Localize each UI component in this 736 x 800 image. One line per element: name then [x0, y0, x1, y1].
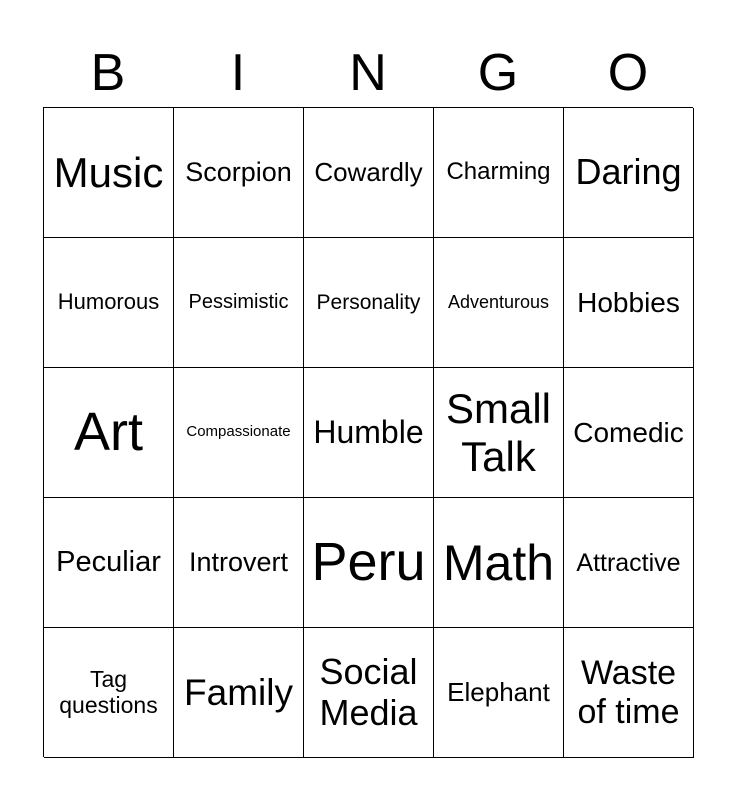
bingo-cell: Tag questions: [44, 628, 174, 758]
bingo-cell: Math: [434, 498, 564, 628]
bingo-cell: Humble: [304, 368, 434, 498]
header-letter-i: I: [230, 44, 246, 102]
bingo-cell: Humorous: [44, 238, 174, 368]
bingo-cell: Scorpion: [174, 108, 304, 238]
header-letter-o: O: [607, 44, 649, 102]
bingo-cell: Pessimistic: [174, 238, 304, 368]
bingo-cell: Introvert: [174, 498, 304, 628]
bingo-header: [43, 40, 693, 106]
bingo-cell: Daring: [564, 108, 694, 238]
bingo-cell: Art: [44, 368, 174, 498]
header-letter-g: G: [477, 44, 519, 102]
bingo-cell: Peru: [304, 498, 434, 628]
bingo-cell: Music: [44, 108, 174, 238]
bingo-cell: Elephant: [434, 628, 564, 758]
bingo-cell: Waste of time: [564, 628, 694, 758]
bingo-cell: Comedic: [564, 368, 694, 498]
header-letter-n: N: [349, 44, 387, 102]
bingo-cell: Family: [174, 628, 304, 758]
bingo-cell: Adventurous: [434, 238, 564, 368]
bingo-cell: Personality: [304, 238, 434, 368]
bingo-cell: Small Talk: [434, 368, 564, 498]
bingo-cell: Social Media: [304, 628, 434, 758]
bingo-cell: Compassionate: [174, 368, 304, 498]
header-letter-b: B: [90, 44, 126, 102]
bingo-board: [43, 107, 693, 757]
bingo-cell: Attractive: [564, 498, 694, 628]
bingo-cell: Peculiar: [44, 498, 174, 628]
bingo-cell: Hobbies: [564, 238, 694, 368]
bingo-cell: Cowardly: [304, 108, 434, 238]
bingo-cell: Charming: [434, 108, 564, 238]
